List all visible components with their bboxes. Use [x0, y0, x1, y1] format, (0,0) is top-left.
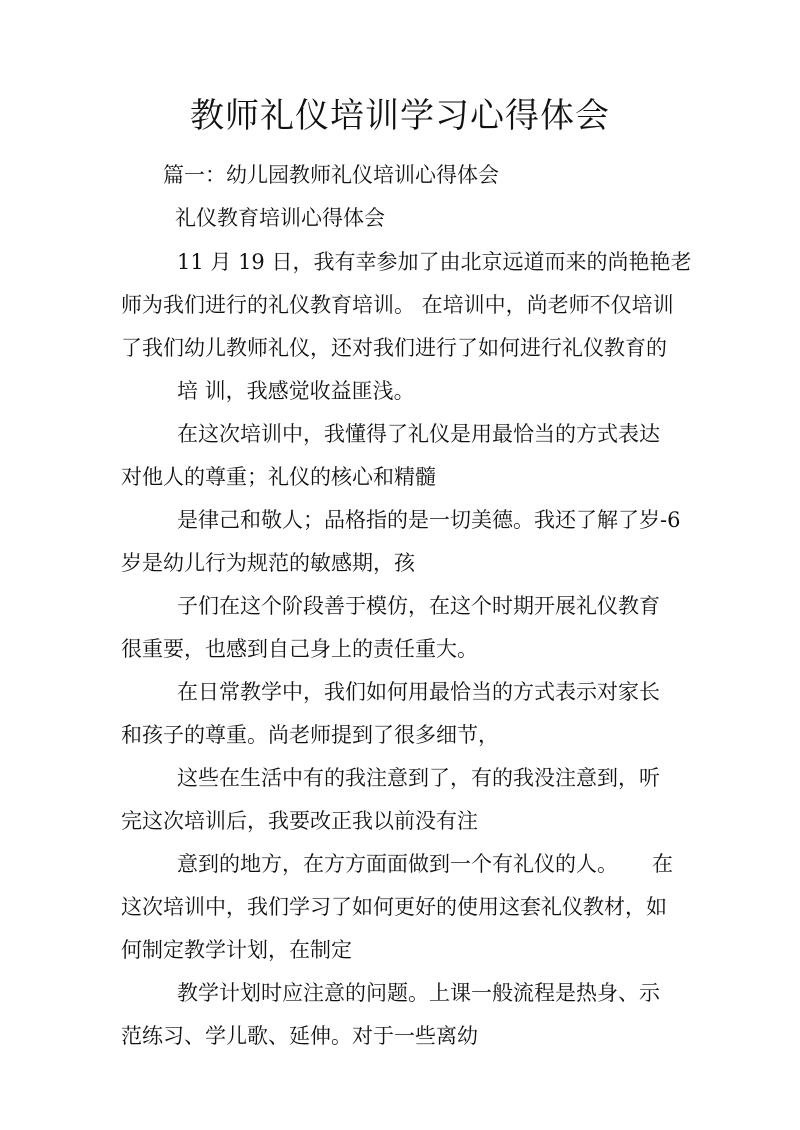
paragraph-line: 这次培训中，我们学习了如何更好的使用这套礼仪教材，如 — [121, 895, 667, 919]
section-heading: 篇一：幼儿园教师礼仪培训心得体会 — [163, 163, 499, 187]
paragraph-line: 范练习、学儿歌、延伸。对于一些离幼 — [121, 1024, 478, 1048]
paragraph-line: 这些在生活中有的我注意到了，有的我没注意到，听 — [177, 766, 660, 790]
document-title: 教师礼仪培训学习心得体会 — [190, 96, 610, 136]
paragraph-line: 岁是幼儿行为规范的敏感期，孩 — [121, 551, 415, 575]
paragraph-line: 对他人的尊重；礼仪的核心和精髓 — [121, 465, 436, 489]
paragraph-line: 在这次培训中，我懂得了礼仪是用最恰当的方式表达 — [177, 422, 660, 446]
paragraph-line: 在日常教学中，我们如何用最恰当的方式表示对家长 — [177, 680, 660, 704]
paragraph-line-part: 意到的地方，在方方面面做到一个有礼仪的人。 — [177, 852, 618, 876]
paragraph-line: 很重要，也感到自己身上的责任重大。 — [121, 637, 478, 661]
paragraph-line: 了我们幼儿教师礼仪，还对我们进行了如何进行礼仪教育的 — [121, 336, 667, 360]
paragraph-line: 完这次培训后，我要改正我以前没有注 — [121, 809, 478, 833]
paragraph-line: 和孩子的尊重。尚老师提到了很多细节， — [121, 723, 499, 747]
paragraph-line: 11 月 19 日，我有幸参加了由北京远道而来的尚艳艳老 — [177, 250, 692, 274]
paragraph-line: 是律己和敬人；品格指的是一切美德。我还了解了岁-6 — [177, 508, 681, 532]
subheading: 礼仪教育培训心得体会 — [175, 206, 385, 230]
paragraph-line: 师为我们进行的礼仪教育培训。 在培训中，尚老师不仅培训 — [121, 293, 674, 317]
paragraph-line: 子们在这个阶段善于模仿，在这个时期开展礼仪教育 — [177, 594, 660, 618]
paragraph-line — [177, 849, 673, 879]
paragraph-line: 教学计划时应注意的问题。上课一般流程是热身、示 — [177, 981, 660, 1005]
paragraph-line: 培 训，我感觉收益匪浅。 — [177, 379, 415, 403]
paragraph-line: 何制定教学计划，在制定 — [121, 938, 352, 962]
paragraph-line-part: 在 — [652, 852, 673, 876]
